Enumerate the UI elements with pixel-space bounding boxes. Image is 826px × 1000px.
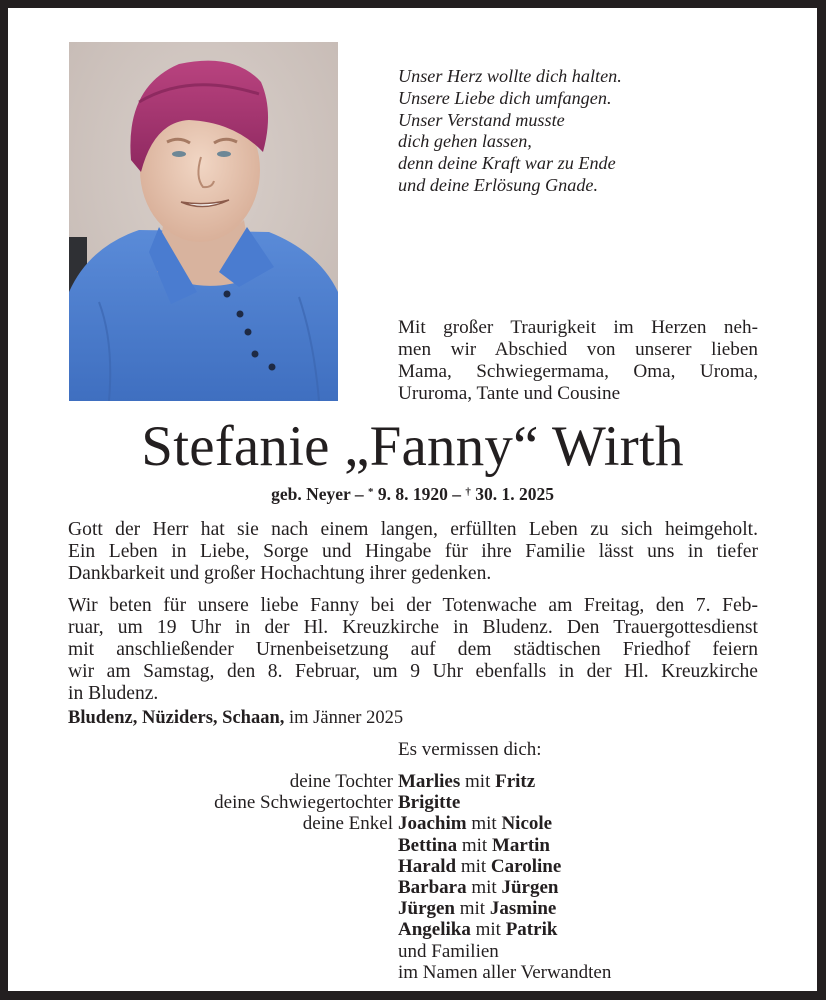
mourner-partner: Martin xyxy=(491,834,550,856)
paragraph-line: Ein Leben in Liebe, Sorge und Hingabe für ihre Familie lässt uns in tiefer xyxy=(68,541,758,562)
paragraph-line: ruar, um 19 Uhr in der Hl. Kreuzkirche in Bludenz. Den Trauergottesdienst xyxy=(68,617,758,638)
paragraph-line: Wir beten für unsere liebe Fanny bei der Totenwache am Freitag, den 7. Feb- xyxy=(68,595,758,616)
mourner-name: Barbara xyxy=(398,876,467,898)
intro-line: Mit großer Traurigkeit im Herzen neh- xyxy=(398,317,758,338)
mourner-name: Marlies xyxy=(398,771,461,792)
portrait-image xyxy=(69,42,338,401)
birth-date: 9. 8. 1920 xyxy=(373,484,448,504)
poem-line: und deine Erlösung Gnade. xyxy=(398,174,599,195)
poem-line: Unsere Liebe dich umfangen. xyxy=(398,87,612,108)
mourners-list xyxy=(8,771,817,983)
death-date: 30. 1. 2025 xyxy=(470,484,554,504)
portrait-photo xyxy=(69,42,338,401)
date: im Jänner 2025 xyxy=(284,708,404,728)
mourner-partner: Caroline xyxy=(490,855,562,877)
poem xyxy=(398,66,622,197)
intro-line: Mama, Schwiegermama, Oma, Uroma, xyxy=(398,361,758,382)
mourner-partner: Jürgen xyxy=(501,876,559,898)
relation-label: deine Enkel xyxy=(302,813,393,835)
paragraph-line: Dankbarkeit und großer Hochachtung ihrer gedenken. xyxy=(68,563,492,584)
poem-line: denn deine Kraft war zu Ende xyxy=(398,153,616,174)
paragraph-line: wir am Samstag, den 8. Februar, um 9 Uhr ebenfalls in der Hl. Kreuzkirche xyxy=(68,661,758,682)
mourner-row: Harald mit Caroline xyxy=(398,855,562,877)
mourner-partner: Jasmine xyxy=(489,898,557,920)
mourner-row xyxy=(8,792,817,813)
mourner-partner: Fritz xyxy=(495,771,536,792)
paragraph-line: in Bludenz. xyxy=(68,683,159,704)
mourner-partner: Patrik xyxy=(505,919,558,941)
tribute-paragraph xyxy=(68,519,758,585)
mourner-row: Barbara mit Jürgen xyxy=(398,876,559,898)
mourner-name: Joachim xyxy=(398,813,467,835)
service-paragraph xyxy=(68,595,758,705)
obituary-page xyxy=(8,8,817,991)
intro-paragraph xyxy=(398,317,758,405)
mourner-partner: Nicole xyxy=(501,813,553,835)
place-date-line xyxy=(68,707,403,729)
closing-line xyxy=(8,962,817,983)
poem-line: Unser Verstand musste xyxy=(398,109,565,130)
mourner-name: Bettina xyxy=(398,834,458,856)
poem-line: Unser Herz wollte dich halten. xyxy=(398,66,622,86)
mourners-heading: Es vermissen dich: xyxy=(398,739,542,760)
closing-relatives: im Namen aller Verwandten xyxy=(398,961,612,983)
mourner-row: deine Enkel Joachim mit Nicole xyxy=(302,813,553,835)
closing-families: und Familien xyxy=(398,940,499,962)
mourner-name: Angelika xyxy=(398,919,471,941)
paragraph-line: Gott der Herr hat sie nach einem langen, erfüllten Leben zu sich heimgeholt. xyxy=(68,519,758,540)
relation-label: deine Schwiegertochter xyxy=(214,792,393,814)
mourner-row: Jürgen mit Jasmine xyxy=(398,898,557,920)
mourner-name: Brigitte xyxy=(398,792,461,814)
mourner-row: Angelika mit Patrik xyxy=(398,919,558,941)
closing-line xyxy=(8,941,817,962)
mourner-name: Jürgen xyxy=(398,898,455,920)
mourner-row: Bettina mit Martin xyxy=(398,834,550,856)
relation-label: deine Tochter xyxy=(289,771,393,792)
maiden-name: geb. Neyer xyxy=(271,484,351,504)
places: Bludenz, Nüziders, Schaan, xyxy=(68,708,285,728)
poem-line: dich gehen lassen, xyxy=(398,131,532,152)
life-dates: geb. Neyer – * 9. 8. 1920 – † 30. 1. 2025 xyxy=(271,484,554,504)
mourner-row: deine Tochter Marlies mit Fritz xyxy=(289,771,536,792)
deceased-name: Stefanie „Fanny“ Wirth xyxy=(141,415,684,478)
intro-line: Ururoma, Tante und Cousine xyxy=(398,383,621,404)
mourner-name: Harald xyxy=(398,855,457,877)
death-symbol: † xyxy=(465,486,471,498)
paragraph-line: mit anschließender Urnenbeisetzung auf dem städtischen Friedhof feiern xyxy=(68,639,758,660)
birth-symbol: * xyxy=(367,486,374,498)
intro-line: men wir Abschied von unserer lieben xyxy=(398,339,758,360)
